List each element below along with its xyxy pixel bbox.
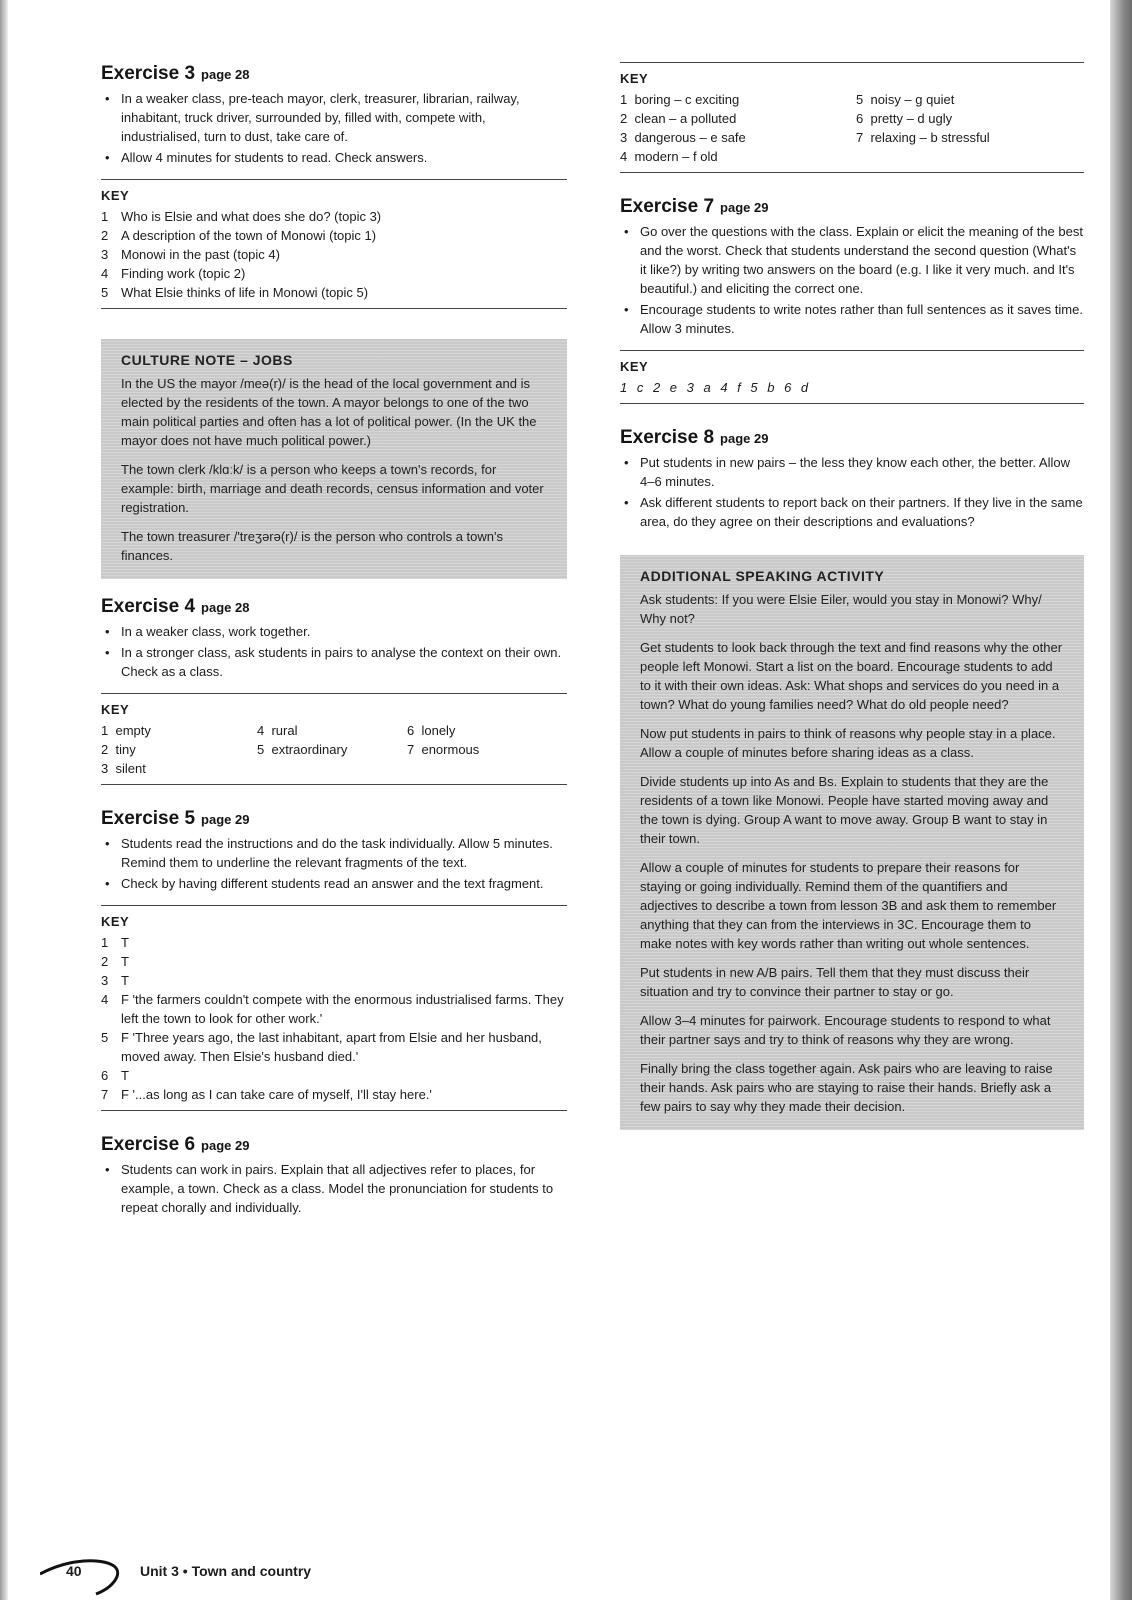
exercise-5-key-list [101,933,567,1104]
unit-title: Unit 3 • Town and country [140,1563,312,1579]
exercise-7-key-line: 1 c 2 e 3 a 4 f 5 b 6 d [620,380,812,395]
left-column [101,62,567,1219]
exercise-7-title: Exercise 7 [620,196,715,217]
exercise-7-bullet-2: • Encourage students to write notes rather than full sentences as it saves time. Allow 3 minutes. [620,300,1084,338]
key-item: 4 rural [257,723,298,738]
exercise-5-heading [101,807,567,832]
exercise-7-heading [620,195,1084,220]
key-item: 1 Who is Elsie and what does she do? (topic 3) [101,209,382,224]
key-item: 7 relaxing – b stressful [856,130,990,145]
speaking-activity-box [620,555,1084,1130]
key-item: 3 Monowi in the past (topic 4) [101,247,280,262]
key-item: 5 extraordinary [257,742,348,757]
exercise-6-key-grid [620,90,1084,166]
exercise-6-page: page 29 [201,1138,250,1153]
exercise-4-page: page 28 [201,600,250,615]
exercise-4-key-grid [101,721,567,778]
key-item: 5 noisy – g quiet [856,92,955,107]
exercise-3-heading [101,62,567,87]
exercise-5-key [101,905,567,1111]
exercise-3-page: page 28 [201,67,250,82]
exercise-7-bullets [620,222,1084,338]
culture-note-title: CULTURE NOTE – JOBS [121,352,293,368]
exercise-8-bullet-2: • Ask different students to report back on their partners. If they live in the same area, do they agree on their descriptions and evaluations? [620,493,1084,531]
exercise-6-heading [101,1133,567,1158]
activity-paragraph: Put students in new A/B pairs. Tell them that they must discuss their situation and try to convince their partner to stay or go. [640,965,1030,999]
exercise-4-bullets [101,622,567,681]
exercise-8-bullets [620,453,1084,531]
activity-paragraph: Divide students up into As and Bs. Explain to students that they are the residents of a town like Monowi. People have started moving away and the town is dying. Group A want to move away. Group B want to stay in their town. [640,774,1049,846]
key-item: 1 T [101,935,129,950]
exercise-5-bullets [101,834,567,893]
culture-note-paragraph: The town treasurer /'treʒərə(r)/ is the person who controls a town's finances. [121,529,503,563]
key-item: 2 T [101,954,129,969]
key-item: 1 empty [101,723,151,738]
book-spine-shadow [1110,0,1132,1600]
exercise-6-key [620,62,1084,173]
activity-paragraph: Get students to look back through the text and find reasons why the other people left Monowi. Start a list on the board. Encourage students to add to it with their own ideas. Ask: What shops and services do you need in a town? What do young families need? What do old people need? [640,640,1063,712]
exercise-4-title: Exercise 4 [101,596,196,617]
exercise-8-bullet-1: • Put students in new pairs – the less they know each other, the better. Allow 4–6 minutes. [620,453,1084,491]
key-item: 1 boring – c exciting [620,92,740,107]
exercise-4-key [101,693,567,785]
exercise-3-bullets [101,89,567,167]
key-item: 6 T [101,1068,129,1083]
key-item: 3 silent [101,761,146,776]
exercise-8-title: Exercise 8 [620,427,715,448]
exercise-5-bullet-2: • Check by having different students read an answer and the text fragment. [101,874,567,893]
key-title: KEY [620,71,649,86]
key-item: 7 F '...as long as I can take care of myself, I'll stay here.' [101,1087,432,1102]
key-item: 4 F 'the farmers couldn't compete with the enormous industrialised farms. They left the town to look for other work.' [101,992,564,1026]
activity-paragraph: Ask students: If you were Elsie Eiler, would you stay in Monowi? Why/ Why not? [640,592,1042,626]
key-item: 2 tiny [101,742,136,757]
activity-paragraph: Allow 3–4 minutes for pairwork. Encourage students to respond to what their partner says and try to think of reasons why they are wrong. [640,1013,1051,1047]
key-item: 3 dangerous – e safe [620,130,746,145]
exercise-8-heading [620,426,1084,451]
key-item: 2 A description of the town of Monowi (topic 1) [101,228,377,243]
right-column [620,62,1084,1130]
key-item: 6 lonely [407,723,456,738]
exercise-7-page: page 29 [720,200,769,215]
key-item: 5 F 'Three years ago, the last inhabitant, apart from Elsie and her husband, moved away. Then Elsie's husband died.' [101,1030,542,1064]
culture-note-paragraph: The town clerk /klɑːk/ is a person who keeps a town's records, for example: birth, marriage and death records, census information and voter registration. [121,462,544,515]
exercise-4-heading [101,595,567,620]
activity-paragraph: Finally bring the class together again. Ask pairs who are leaving to raise their hands. Ask pairs who are staying to raise their hands. Briefly ask a few pairs to say why they made their decision. [640,1061,1053,1114]
key-title: KEY [620,359,649,374]
exercise-6-bullet-1: • Students can work in pairs. Explain that all adjectives refer to places, for example, a town. Check as a class. Model the pronunciation for students to repeat chorally and individually. [101,1160,567,1217]
exercise-4-bullet-2: • In a stronger class, ask students in pairs to analyse the context on their own. Check as a class. [101,643,567,681]
exercise-3-key-list [101,207,567,302]
exercise-7-key [620,350,1084,404]
page-number-curve-icon [40,1550,140,1596]
exercise-6-bullets [101,1160,567,1217]
key-item: 4 Finding work (topic 2) [101,266,246,281]
exercise-5-page: page 29 [201,812,250,827]
exercise-3-bullet-2: • Allow 4 minutes for students to read. Check answers. [101,148,567,167]
activity-paragraph: Allow a couple of minutes for students to prepare their reasons for staying or going individually. Remind them of the quantifiers and adjectives to describe a town from lesson 3B and ask them to remember anything that they can from the interviews in 3C. Encourage them to make notes with key words rather than writing out whole sentences. [640,860,1057,951]
speaking-activity-title: ADDITIONAL SPEAKING ACTIVITY [640,568,885,584]
exercise-3-key [101,179,567,309]
key-title: KEY [101,702,130,717]
culture-note-box [101,339,567,579]
exercise-8-page: page 29 [720,431,769,446]
exercise-4-bullet-1: • In a weaker class, work together. [101,622,567,641]
exercise-6-title: Exercise 6 [101,1134,196,1155]
exercise-3-bullet-1: • In a weaker class, pre-teach mayor, clerk, treasurer, librarian, railway, inhabitant, truck driver, surrounded by, filled with, compete with, industrialised, turn to dust, take care of. [101,89,567,146]
exercise-7-section [620,195,1084,404]
exercise-7-bullet-1: • Go over the questions with the class. Explain or elicit the meaning of the best and the worst. Check that students understand the second question (What's it like?) by writing two answers on the board (e.g. I like it very much. and It's beautiful.) and eliciting the correct one. [620,222,1084,298]
exercise-5-title: Exercise 5 [101,808,196,829]
key-item: 6 pretty – d ugly [856,111,953,126]
exercise-3-section [101,62,567,309]
key-item: 5 What Elsie thinks of life in Monowi (topic 5) [101,285,369,300]
key-item: 3 T [101,973,129,988]
exercise-4-section [101,595,567,785]
activity-paragraph: Now put students in pairs to think of reasons why people stay in a place. Allow a couple of minutes before sharing ideas as a class. [640,726,1056,760]
key-item: 4 modern – f old [620,149,718,164]
culture-note-paragraph: In the US the mayor /meə(r)/ is the head of the local government and is elected by the residents of the town. A mayor belongs to one of the two main political parties and often has a lot of political power. (In the UK the mayor does not have much political power.) [121,376,537,448]
exercise-5-bullet-1: • Students read the instructions and do the task individually. Allow 5 minutes. Remind them to underline the relevant fragments of the text. [101,834,567,872]
key-item: 7 enormous [407,742,480,757]
key-title: KEY [101,914,130,929]
exercise-3-title: Exercise 3 [101,63,196,84]
page-number: 40 [66,1563,82,1579]
exercise-6-section [101,1133,567,1217]
page-footer [40,1550,440,1590]
exercise-5-section [101,807,567,1111]
exercise-8-section [620,426,1084,531]
page-left-edge [0,0,8,1600]
key-item: 2 clean – a polluted [620,111,737,126]
key-title: KEY [101,188,130,203]
